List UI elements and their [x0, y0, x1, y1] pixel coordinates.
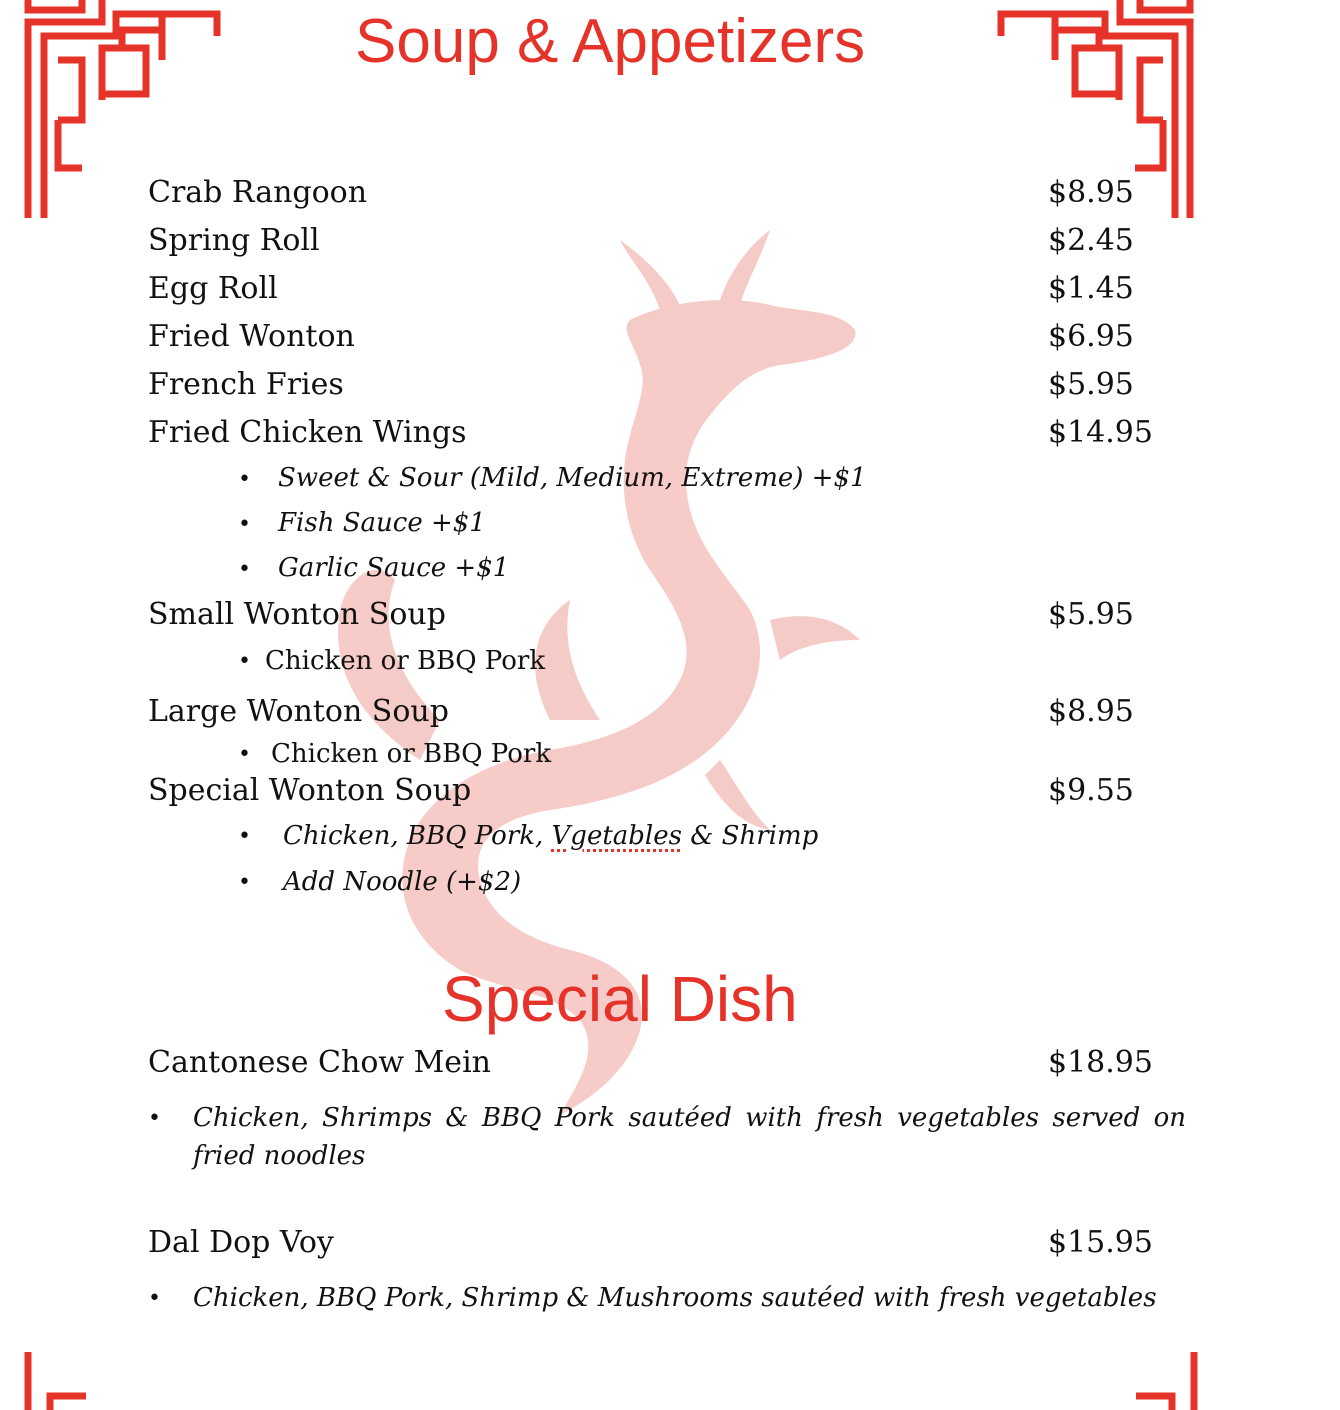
menu-item-name: Large Wonton Soup: [148, 694, 449, 729]
menu-item-name: Spring Roll: [148, 223, 320, 258]
menu-option: Fish Sauce +$1: [278, 508, 486, 538]
menu-option: Garlic Sauce +$1: [278, 553, 510, 583]
menu-item-name: Crab Rangoon: [148, 175, 368, 210]
menu-option: Chicken or BBQ Pork: [271, 739, 552, 769]
menu-item-price: $8.95: [1048, 175, 1134, 210]
menu-option: Sweet & Sour (Mild, Medium, Extreme) +$1: [278, 463, 867, 493]
bullet-icon: •: [238, 512, 251, 537]
menu-option: Add Noodle (+$2): [283, 867, 522, 897]
bullet-icon: •: [148, 1286, 161, 1311]
menu-item-price: $1.45: [1048, 271, 1134, 306]
menu-item-price: $8.95: [1048, 694, 1134, 729]
menu-item-name: French Fries: [148, 367, 344, 402]
dish-description: Chicken, BBQ Pork, Shrimp & Mushrooms sautéed with fresh vegetables: [193, 1283, 1157, 1313]
menu-item-name: Special Wonton Soup: [148, 773, 472, 808]
menu-item-name: Cantonese Chow Mein: [148, 1045, 491, 1080]
menu-item-name: Dal Dop Voy: [148, 1225, 334, 1260]
menu-item-price: $18.95: [1048, 1045, 1153, 1080]
bullet-icon: •: [238, 467, 251, 492]
menu-item-price: $5.95: [1048, 367, 1134, 402]
corner-ornament-bottom-left: [22, 1352, 102, 1410]
menu-item-price: $2.45: [1048, 223, 1134, 258]
menu-item-price: $6.95: [1048, 319, 1134, 354]
bullet-icon: •: [238, 742, 251, 767]
menu-item-name: Fried Wonton: [148, 319, 355, 354]
menu-option: Chicken or BBQ Pork: [265, 646, 546, 676]
section-title-special: Special Dish: [442, 963, 798, 1035]
menu-item-name: Fried Chicken Wings: [148, 415, 467, 450]
bullet-icon: •: [238, 870, 251, 895]
bullet-icon: •: [238, 649, 251, 674]
bullet-icon: •: [148, 1106, 161, 1131]
menu-item-price: $14.95: [1048, 415, 1153, 450]
corner-ornament-bottom-right: [1120, 1352, 1200, 1410]
menu-item-price: $15.95: [1048, 1225, 1153, 1260]
menu-item-price: $5.95: [1048, 597, 1134, 632]
bullet-icon: •: [238, 557, 251, 582]
section-title-appetizers: Soup & Appetizers: [355, 7, 866, 76]
menu-item-name: Egg Roll: [148, 271, 278, 306]
misspelled-word: Vgetables: [551, 821, 682, 851]
menu-item-name: Small Wonton Soup: [148, 597, 446, 632]
bullet-icon: •: [238, 824, 251, 849]
menu-item-price: $9.55: [1048, 773, 1134, 808]
dish-description: Chicken, Shrimps & BBQ Pork sautéed with fresh vegetables served on fried noodles: [193, 1103, 1186, 1171]
menu-option: Chicken, BBQ Pork, Vgetables & Shrimp: [283, 821, 819, 851]
